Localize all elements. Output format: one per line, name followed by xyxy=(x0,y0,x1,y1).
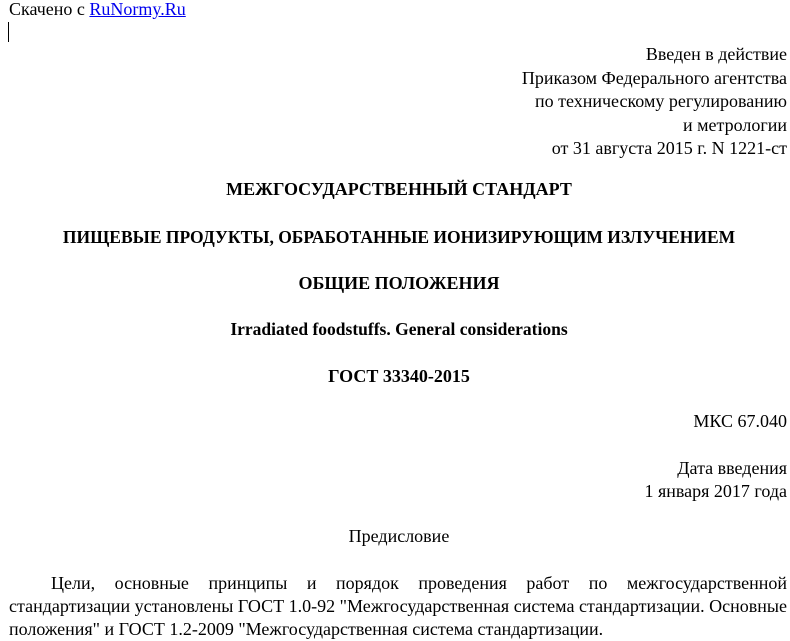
enactment-line: Приказом Федерального агентства xyxy=(521,67,787,88)
source-prefix: Скачено с xyxy=(9,0,90,19)
enactment-line: от 31 августа 2015 г. N 1221-ст xyxy=(551,138,787,158)
mks-code: МКС 67.040 xyxy=(693,411,787,431)
text-cursor xyxy=(8,22,9,42)
standard-code: ГОСТ 33340-2015 xyxy=(328,366,470,386)
enactment-line: Введен в действие xyxy=(645,44,787,64)
standard-title-en: Irradiated foodstuffs. General considerations xyxy=(230,319,568,339)
enactment-line: по техническому регулированию xyxy=(534,91,787,111)
source-link[interactable]: RuNormy.Ru xyxy=(89,0,186,19)
enactment-block xyxy=(522,43,787,161)
foreword-title: Предисловие xyxy=(348,526,450,546)
standard-category: МЕЖГОСУДАРСТВЕННЫЙ СТАНДАРТ xyxy=(226,179,572,199)
source-line xyxy=(9,0,186,20)
standard-title-ru: ПИЩЕВЫЕ ПРОДУКТЫ, ОБРАБОТАННЫЕ ИОНИЗИРУЮЩИМ ИЗЛУЧЕНИЕМ xyxy=(62,227,736,247)
enactment-line: и метрологии xyxy=(683,114,787,135)
effective-date-value: 1 января 2017 года xyxy=(644,481,787,501)
effective-date-block xyxy=(644,457,787,503)
foreword-paragraph: Цели, основные принципы и порядок проведения работ по межгосударственной стандартизации установлены ГОСТ 1.0-92 "Межгосударственная система стандартизации. Основные положения" и ГОСТ 1.2-2009 "Межгосударственная система стандартизации. xyxy=(9,573,787,639)
standard-subtitle-ru: ОБЩИЕ ПОЛОЖЕНИЯ xyxy=(298,273,500,293)
effective-date-label: Дата введения xyxy=(677,458,787,478)
